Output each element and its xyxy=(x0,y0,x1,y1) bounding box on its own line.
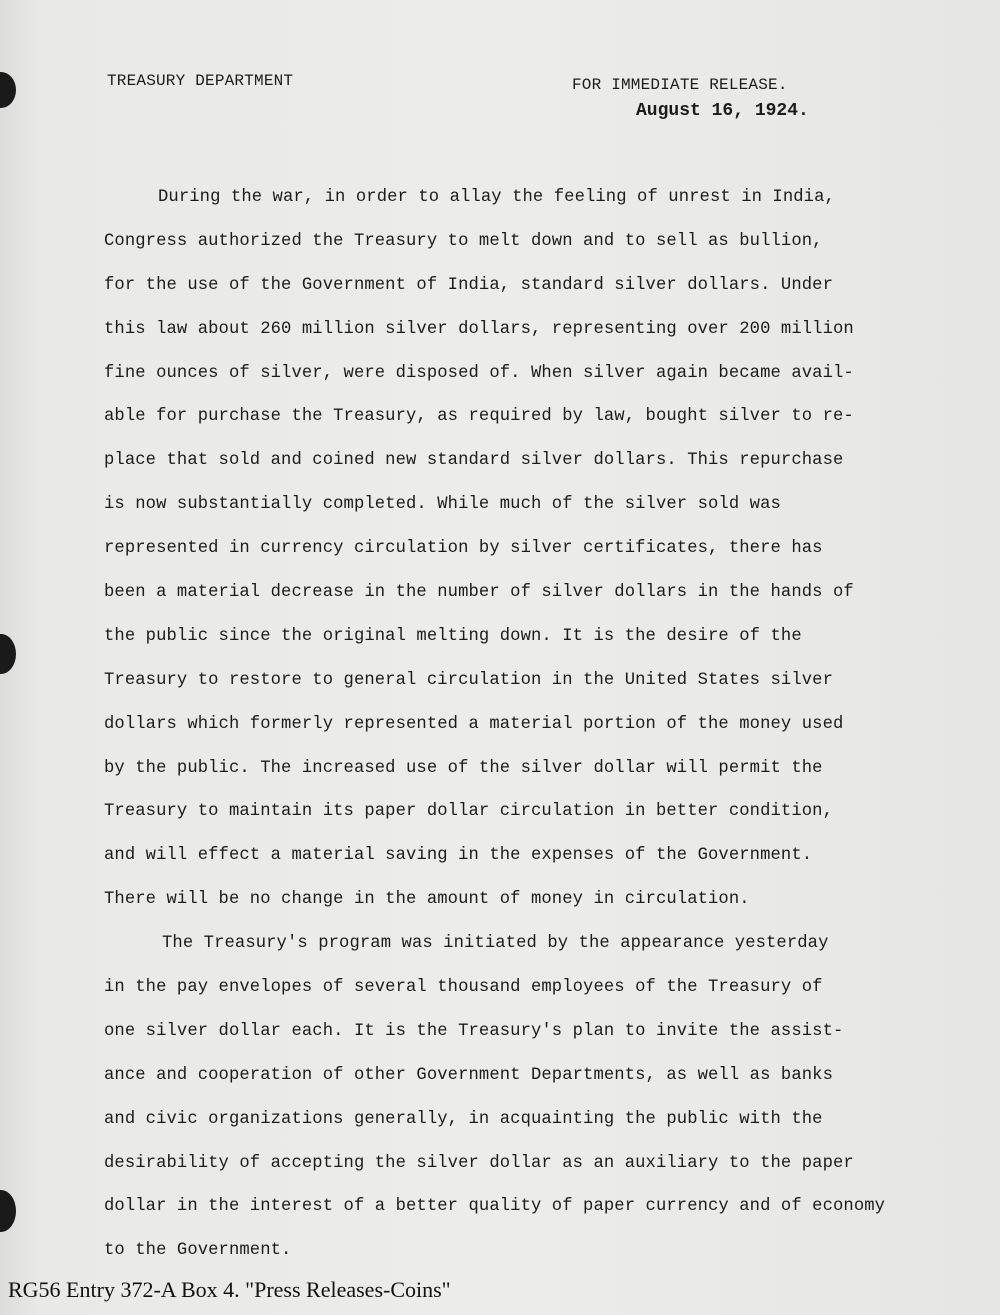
archive-citation: RG56 Entry 372-A Box 4. "Press Releases-Coins" xyxy=(8,1277,451,1302)
text-line: one silver dollar each. It is the Treasury's plan to invite the assist- xyxy=(104,1021,844,1041)
text-line: by the public. The increased use of the silver dollar will permit the xyxy=(104,758,823,778)
text-line: to the Government. xyxy=(104,1241,292,1261)
punch-hole-bottom xyxy=(0,1190,16,1232)
text-line: this law about 260 million silver dollars, representing over 200 million xyxy=(104,319,854,339)
text-line: ance and cooperation of other Government Departments, as well as banks xyxy=(104,1065,833,1085)
paragraph-1 xyxy=(104,176,924,922)
text-line: and will effect a material saving in the expenses of the Government. xyxy=(104,846,813,866)
text-line: represented in currency circulation by silver certificates, there has xyxy=(104,539,823,559)
text-line: in the pay envelopes of several thousand employees of the Treasury of xyxy=(104,978,823,998)
text-line: Treasury to maintain its paper dollar circulation in better condition, xyxy=(104,802,833,822)
text-line: the public since the original melting down. It is the desire of the xyxy=(104,626,802,646)
text-line: dollar in the interest of a better quality of paper currency and of economy xyxy=(104,1197,886,1217)
punch-hole-top xyxy=(0,72,16,108)
text-line: Treasury to restore to general circulation in the United States silver xyxy=(104,670,833,690)
text-line: Congress authorized the Treasury to melt down and to sell as bullion, xyxy=(104,231,823,251)
press-release-body xyxy=(104,176,924,1273)
text-line: fine ounces of silver, were disposed of. When silver again became avail- xyxy=(104,363,854,383)
paragraph-2 xyxy=(104,922,924,1273)
text-line: been a material decrease in the number of silver dollars in the hands of xyxy=(104,583,854,603)
text-line: The Treasury's program was initiated by the appearance yesterday xyxy=(162,934,829,954)
text-line: desirability of accepting the silver dollar as an auxiliary to the paper xyxy=(104,1153,854,1173)
text-line: There will be no change in the amount of money in circulation. xyxy=(104,890,750,910)
punch-hole-middle xyxy=(0,634,16,674)
text-line: dollars which formerly represented a material portion of the money used xyxy=(104,714,844,734)
text-line: During the war, in order to allay the feeling of unrest in India, xyxy=(158,188,835,207)
text-line: able for purchase the Treasury, as required by law, bought silver to re- xyxy=(104,407,854,427)
release-notice: FOR IMMEDIATE RELEASE. xyxy=(572,76,788,94)
text-line: place that sold and coined new standard silver dollars. This repurchase xyxy=(104,451,844,471)
text-line: and civic organizations generally, in acquainting the public with the xyxy=(104,1109,823,1129)
text-line: is now substantially completed. While much of the silver sold was xyxy=(104,495,781,515)
release-date: August 16, 1924. xyxy=(636,101,809,121)
department-heading: TREASURY DEPARTMENT xyxy=(107,72,294,90)
text-line: for the use of the Government of India, standard silver dollars. Under xyxy=(104,275,833,295)
